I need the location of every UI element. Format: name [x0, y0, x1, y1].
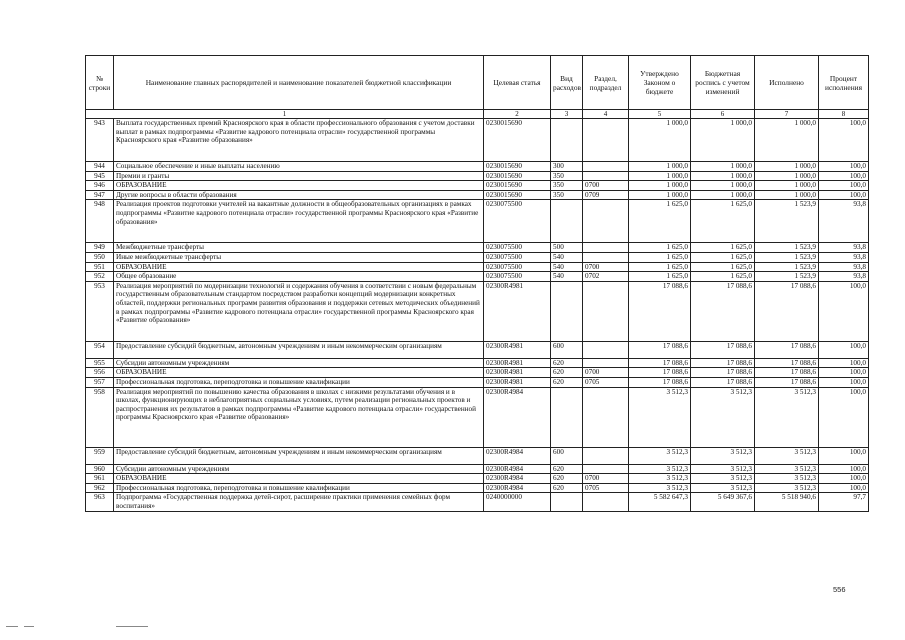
footer-scan-mark	[116, 626, 148, 627]
row-executed: 17 088,6	[755, 358, 819, 368]
row-executed: 1 000,0	[755, 119, 819, 162]
row-percent: 100,0	[819, 483, 869, 493]
row-target-code: 02300R4981	[484, 368, 551, 378]
row-approved: 1 000,0	[629, 119, 691, 162]
row-budget: 17 088,6	[691, 341, 755, 358]
row-percent: 100,0	[819, 181, 869, 191]
row-executed: 3 512,3	[755, 447, 819, 464]
row-number: 958	[86, 387, 114, 447]
row-executed: 1 523,9	[755, 243, 819, 253]
header-row	[86, 56, 869, 110]
row-expense-type: 350	[551, 171, 583, 181]
row-expense-type	[551, 493, 583, 511]
row-number: 956	[86, 368, 114, 378]
row-section	[583, 464, 629, 474]
row-number: 961	[86, 474, 114, 484]
row-expense-type: 600	[551, 341, 583, 358]
row-budget: 17 088,6	[691, 358, 755, 368]
row-section	[583, 341, 629, 358]
row-name: Социальное обеспечение и иные выплаты населению	[114, 162, 484, 172]
table-row	[86, 483, 869, 493]
row-budget: 3 512,3	[691, 387, 755, 447]
row-budget: 3 512,3	[691, 474, 755, 484]
row-expense-type	[551, 281, 583, 341]
row-executed: 3 512,3	[755, 387, 819, 447]
row-name: Реализация мероприятий по повышению качества образования в школах с низкими результатами обучения и в школах, функционирующих в неблагоприятных социальных условиях, путем реализации региональных проектов и распространения их результатов в рамках подпрограммы «Развитие кадрового потенциала отрасли» государственной программы Красноярского края «Развитие образования»	[114, 387, 484, 447]
row-budget: 1 625,0	[691, 262, 755, 272]
header-num: № строки	[86, 56, 114, 110]
row-percent: 100,0	[819, 377, 869, 387]
row-number: 955	[86, 358, 114, 368]
row-target-code: 0230015690	[484, 119, 551, 162]
row-percent: 100,0	[819, 341, 869, 358]
row-budget: 3 512,3	[691, 447, 755, 464]
row-section: 0705	[583, 483, 629, 493]
row-name: Другие вопросы в области образования	[114, 190, 484, 200]
row-number: 948	[86, 200, 114, 243]
row-executed: 3 512,3	[755, 474, 819, 484]
row-number: 963	[86, 493, 114, 511]
row-target-code: 0230075500	[484, 200, 551, 243]
row-executed: 1 000,0	[755, 162, 819, 172]
row-expense-type: 540	[551, 272, 583, 282]
col-index-8: 8	[819, 110, 869, 119]
row-budget: 1 625,0	[691, 272, 755, 282]
row-approved: 17 088,6	[629, 368, 691, 378]
row-number: 943	[86, 119, 114, 162]
row-section	[583, 243, 629, 253]
row-percent: 97,7	[819, 493, 869, 511]
row-number: 946	[86, 181, 114, 191]
row-expense-type: 540	[551, 252, 583, 262]
row-budget: 17 088,6	[691, 368, 755, 378]
row-budget: 17 088,6	[691, 281, 755, 341]
budget-table-sheet	[85, 55, 868, 512]
row-section	[583, 162, 629, 172]
row-executed: 17 088,6	[755, 368, 819, 378]
row-executed: 3 512,3	[755, 464, 819, 474]
row-section	[583, 252, 629, 262]
row-executed: 1 523,9	[755, 252, 819, 262]
row-expense-type: 600	[551, 447, 583, 464]
row-approved: 1 625,0	[629, 252, 691, 262]
row-budget: 3 512,3	[691, 464, 755, 474]
page-number: 556	[833, 585, 846, 594]
header-code: Целевая статья	[484, 56, 551, 110]
table-row	[86, 341, 869, 358]
row-budget: 17 088,6	[691, 377, 755, 387]
table-row	[86, 171, 869, 181]
table-row	[86, 262, 869, 272]
row-budget: 1 000,0	[691, 171, 755, 181]
row-name: Профессиональная подготовка, переподготовка и повышение квалификации	[114, 483, 484, 493]
row-executed: 3 512,3	[755, 483, 819, 493]
row-executed: 5 518 940,6	[755, 493, 819, 511]
row-expense-type: 350	[551, 181, 583, 191]
row-name: Предоставление субсидий бюджетным, автономным учреждениям и иным некоммерческим организациям	[114, 447, 484, 464]
row-percent: 100,0	[819, 464, 869, 474]
table-row	[86, 464, 869, 474]
row-percent: 100,0	[819, 171, 869, 181]
row-section	[583, 281, 629, 341]
row-section	[583, 493, 629, 511]
table-row	[86, 377, 869, 387]
row-percent: 100,0	[819, 119, 869, 162]
row-approved: 1 625,0	[629, 200, 691, 243]
row-target-code: 02300R4981	[484, 377, 551, 387]
row-expense-type: 540	[551, 262, 583, 272]
row-expense-type: 500	[551, 243, 583, 253]
row-section: 0700	[583, 368, 629, 378]
row-target-code: 02300R4984	[484, 474, 551, 484]
row-approved: 3 512,3	[629, 483, 691, 493]
row-name: Реализация проектов подготовки учителей на вакантные должности в общеобразовательных организациях в рамках подпрограммы «Развитие кадрового потенциала отрасли» государственной программы Красноярского края «Развитие образования»	[114, 200, 484, 243]
row-percent: 100,0	[819, 281, 869, 341]
row-target-code: 0230075500	[484, 243, 551, 253]
table-row	[86, 181, 869, 191]
row-expense-type: 620	[551, 474, 583, 484]
row-target-code: 0230015690	[484, 171, 551, 181]
row-budget: 3 512,3	[691, 483, 755, 493]
header-vr: Вид расходов	[551, 56, 583, 110]
row-executed: 17 088,6	[755, 341, 819, 358]
row-approved: 1 000,0	[629, 190, 691, 200]
table-row	[86, 493, 869, 511]
row-executed: 1 000,0	[755, 171, 819, 181]
row-name: Субсидии автономным учреждениям	[114, 358, 484, 368]
row-target-code: 0230075500	[484, 272, 551, 282]
table-body	[86, 119, 869, 512]
table-row	[86, 162, 869, 172]
row-percent: 100,0	[819, 447, 869, 464]
row-executed: 1 523,9	[755, 272, 819, 282]
row-percent: 93,8	[819, 200, 869, 243]
row-name: ОБРАЗОВАНИЕ	[114, 368, 484, 378]
row-target-code: 0230015690	[484, 162, 551, 172]
row-expense-type	[551, 200, 583, 243]
row-expense-type: 620	[551, 464, 583, 474]
row-name: Общее образование	[114, 272, 484, 282]
table-row	[86, 190, 869, 200]
row-section	[583, 387, 629, 447]
row-section: 0702	[583, 272, 629, 282]
col-index-6: 6	[691, 110, 755, 119]
row-executed: 17 088,6	[755, 281, 819, 341]
row-approved: 17 088,6	[629, 341, 691, 358]
row-approved: 1 000,0	[629, 162, 691, 172]
row-budget: 5 649 367,6	[691, 493, 755, 511]
row-target-code: 0230015690	[484, 190, 551, 200]
table-row	[86, 272, 869, 282]
row-expense-type: 350	[551, 190, 583, 200]
table-row	[86, 252, 869, 262]
row-number: 951	[86, 262, 114, 272]
row-name: Предоставление субсидий бюджетным, автономным учреждениям и иным некоммерческим организациям	[114, 341, 484, 358]
table-row	[86, 243, 869, 253]
row-expense-type: 300	[551, 162, 583, 172]
row-name: ОБРАЗОВАНИЕ	[114, 262, 484, 272]
row-number: 954	[86, 341, 114, 358]
row-budget: 1 625,0	[691, 252, 755, 262]
row-name: ОБРАЗОВАНИЕ	[114, 474, 484, 484]
row-expense-type	[551, 387, 583, 447]
row-budget: 1 000,0	[691, 181, 755, 191]
table-row	[86, 368, 869, 378]
row-budget: 1 000,0	[691, 162, 755, 172]
row-expense-type	[551, 119, 583, 162]
row-number: 947	[86, 190, 114, 200]
row-name: Выплата государственных премий Красноярского края в области профессионального образования с учетом доставки выплат в рамках подпрограммы «Развитие кадрового потенциала отрасли» государственной программы Красноярского края «Развитие образования»	[114, 119, 484, 162]
row-section	[583, 358, 629, 368]
row-executed: 1 000,0	[755, 190, 819, 200]
row-name: Профессиональная подготовка, переподготовка и повышение квалификации	[114, 377, 484, 387]
row-budget: 1 625,0	[691, 243, 755, 253]
row-budget: 1 000,0	[691, 119, 755, 162]
row-section: 0705	[583, 377, 629, 387]
row-approved: 3 512,3	[629, 447, 691, 464]
col-index-7: 7	[755, 110, 819, 119]
row-approved: 1 000,0	[629, 171, 691, 181]
row-section	[583, 447, 629, 464]
row-percent: 100,0	[819, 190, 869, 200]
row-name: Реализация мероприятий по модернизации технологий и содержания обучения в соответствии с новым федеральным государственным образовательным стандартом посредством разработки концепций модернизации конкретных областей, поддержки региональных программ развития образования и поддержки сетевых методических объединений в рамках подпрограммы «Развитие кадрового потенциала отрасли» государственной программы Красноярского края «Развитие образования»	[114, 281, 484, 341]
table-row	[86, 200, 869, 243]
row-number: 952	[86, 272, 114, 282]
budget-execution-table	[85, 55, 869, 512]
row-percent: 100,0	[819, 474, 869, 484]
row-approved: 17 088,6	[629, 358, 691, 368]
header-rz: Раздел, подраздел	[583, 56, 629, 110]
table-row	[86, 387, 869, 447]
row-executed: 17 088,6	[755, 377, 819, 387]
row-target-code: 02300R4984	[484, 387, 551, 447]
row-section	[583, 171, 629, 181]
col-index-1: 1	[86, 110, 484, 119]
row-executed: 1 523,9	[755, 262, 819, 272]
row-name: Межбюджетные трансферты	[114, 243, 484, 253]
row-target-code: 0230075500	[484, 252, 551, 262]
row-number: 959	[86, 447, 114, 464]
row-approved: 1 625,0	[629, 243, 691, 253]
row-target-code: 0240000000	[484, 493, 551, 511]
row-percent: 93,8	[819, 272, 869, 282]
row-number: 950	[86, 252, 114, 262]
row-budget: 1 625,0	[691, 200, 755, 243]
header-pct: Процент исполнения	[819, 56, 869, 110]
col-index-4: 4	[583, 110, 629, 119]
row-target-code: 02300R4981	[484, 341, 551, 358]
row-target-code: 02300R4984	[484, 464, 551, 474]
row-approved: 17 088,6	[629, 377, 691, 387]
row-number: 953	[86, 281, 114, 341]
column-index-row	[86, 110, 869, 119]
col-index-2: 2	[484, 110, 551, 119]
footer-scan-mark	[24, 626, 34, 627]
row-number: 949	[86, 243, 114, 253]
row-name: Премии и гранты	[114, 171, 484, 181]
table-row	[86, 281, 869, 341]
row-percent: 100,0	[819, 162, 869, 172]
row-number: 945	[86, 171, 114, 181]
col-index-3: 3	[551, 110, 583, 119]
row-expense-type: 620	[551, 368, 583, 378]
row-name: ОБРАЗОВАНИЕ	[114, 181, 484, 191]
row-percent: 100,0	[819, 387, 869, 447]
row-target-code: 02300R4984	[484, 447, 551, 464]
row-budget: 1 000,0	[691, 190, 755, 200]
row-section: 0709	[583, 190, 629, 200]
row-number: 962	[86, 483, 114, 493]
row-name: Подпрограмма «Государственная поддержка детей-сирот, расширение практики применения семейных форм воспитания»	[114, 493, 484, 511]
row-target-code: 02300R4981	[484, 358, 551, 368]
row-number: 944	[86, 162, 114, 172]
row-name: Субсидии автономным учреждениям	[114, 464, 484, 474]
row-expense-type: 620	[551, 483, 583, 493]
header-exec: Исполнено	[755, 56, 819, 110]
row-approved: 5 582 647,3	[629, 493, 691, 511]
row-target-code: 0230075500	[484, 262, 551, 272]
table-row	[86, 358, 869, 368]
row-section	[583, 119, 629, 162]
row-approved: 3 512,3	[629, 464, 691, 474]
table-row	[86, 447, 869, 464]
row-executed: 1 523,9	[755, 200, 819, 243]
row-approved: 17 088,6	[629, 281, 691, 341]
row-approved: 1 625,0	[629, 272, 691, 282]
row-expense-type: 620	[551, 358, 583, 368]
row-expense-type: 620	[551, 377, 583, 387]
row-target-code: 02300R4984	[484, 483, 551, 493]
col-index-5: 5	[629, 110, 691, 119]
row-number: 960	[86, 464, 114, 474]
header-budget: Бюджетная роспись с учетом изменений	[691, 56, 755, 110]
row-approved: 3 512,3	[629, 387, 691, 447]
header-name: Наименование главных распорядителей и наименование показателей бюджетной классификации	[114, 56, 484, 110]
header-approved: Утверждено Законом о бюджете	[629, 56, 691, 110]
row-percent: 93,8	[819, 252, 869, 262]
table-row	[86, 474, 869, 484]
row-approved: 3 512,3	[629, 474, 691, 484]
row-section: 0700	[583, 474, 629, 484]
row-target-code: 0230015690	[484, 181, 551, 191]
row-target-code: 02300R4981	[484, 281, 551, 341]
row-percent: 93,8	[819, 243, 869, 253]
table-row	[86, 119, 869, 162]
row-section	[583, 200, 629, 243]
row-percent: 93,8	[819, 262, 869, 272]
row-number: 957	[86, 377, 114, 387]
row-percent: 100,0	[819, 358, 869, 368]
row-section: 0700	[583, 181, 629, 191]
footer-scan-mark	[6, 626, 18, 627]
row-approved: 1 000,0	[629, 181, 691, 191]
row-percent: 100,0	[819, 368, 869, 378]
row-approved: 1 625,0	[629, 262, 691, 272]
row-name: Иные межбюджетные трансферты	[114, 252, 484, 262]
row-executed: 1 000,0	[755, 181, 819, 191]
row-section: 0700	[583, 262, 629, 272]
